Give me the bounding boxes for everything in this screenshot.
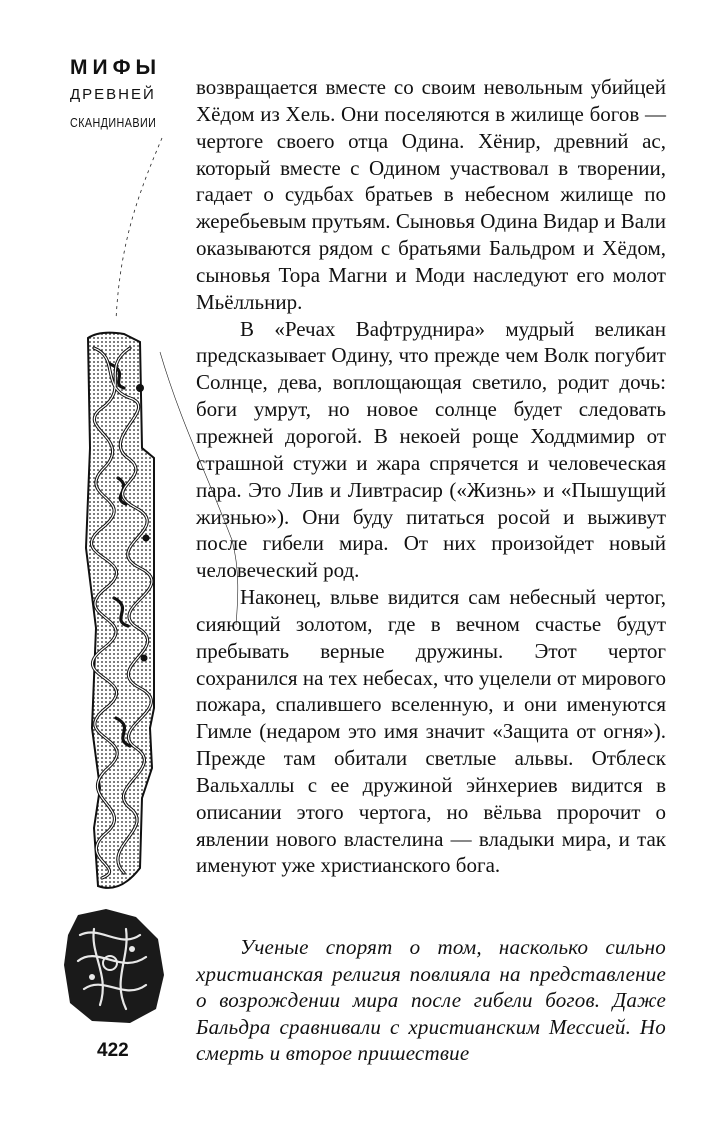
series-title: МИФЫ — [70, 56, 162, 79]
rune-stone-icon — [60, 905, 170, 1025]
body-text — [196, 74, 666, 879]
italic-paragraph: Ученые спорят о том, насколько сильно христианская религия повлияла на представление о возрождении мира после гибели богов. Даже Бальдра сравнивали с христианским Мессией. Но смерть и второе пришествие — [196, 935, 666, 1065]
carved-wood-panel-icon — [80, 328, 170, 898]
page-number: 422 — [97, 1040, 129, 1061]
paragraph-3: Наконец, вльве видится сам небесный чертог, сияющий золотом, где в вечном счастье будут пребывать верные дружины. Этот чертог сохранился на тех небесах, что уцелели от мирового пожара, спалившего вселенную, и они именуются Гимле (недаром это имя значит «Защита от огня»). Прежде там обитали светлые альвы. Отблеск Вальхаллы с ее дружиной эйнхериев видится в описании этого чертога, но вёльва пророчит о явлении нового властелина — владыки мира, и так именуют уже христианского бога. — [196, 585, 666, 878]
series-subtitle-line-2: СКАНДИНАВИИ — [70, 116, 157, 130]
italic-aside — [196, 934, 666, 1067]
paragraph-2: В «Речах Вафтруднира» мудрый великан предсказывает Одину, что прежде чем Волк погубит Солнце, дева, воплощающая светило, родит дочь: боги умрут, но новое солнце будет следовать прежней дорогой. В некоей роще Ходдмимир от страшной стужи и жара спрячется и человеческая пара. Это Лив и Ливтрасир («Жизнь» и «Пышущий жизнью»). Они буду питаться росой и выживут после гибели мира. От них произойдет новый человеческий род. — [196, 316, 666, 583]
paragraph-1: возвращается вместе со своим невольным убийцей Хёдом из Хель. Они поселяются в жилище богов — чертоге своего отца Одина. Хёнир, древний ас, который вместе с Одином участвовал в творении, гадает о судьбах братьев в небесном жилище по жеребьевым прутьям. Сыновья Одина Видар и Вали оказываются рядом с братьями Бальдром и Хёдом, сыновья Тора Магни и Моди наследуют его молот Мьёлльнир. — [196, 75, 666, 314]
series-subtitle-line-1: ДРЕВНЕЙ — [70, 86, 156, 103]
